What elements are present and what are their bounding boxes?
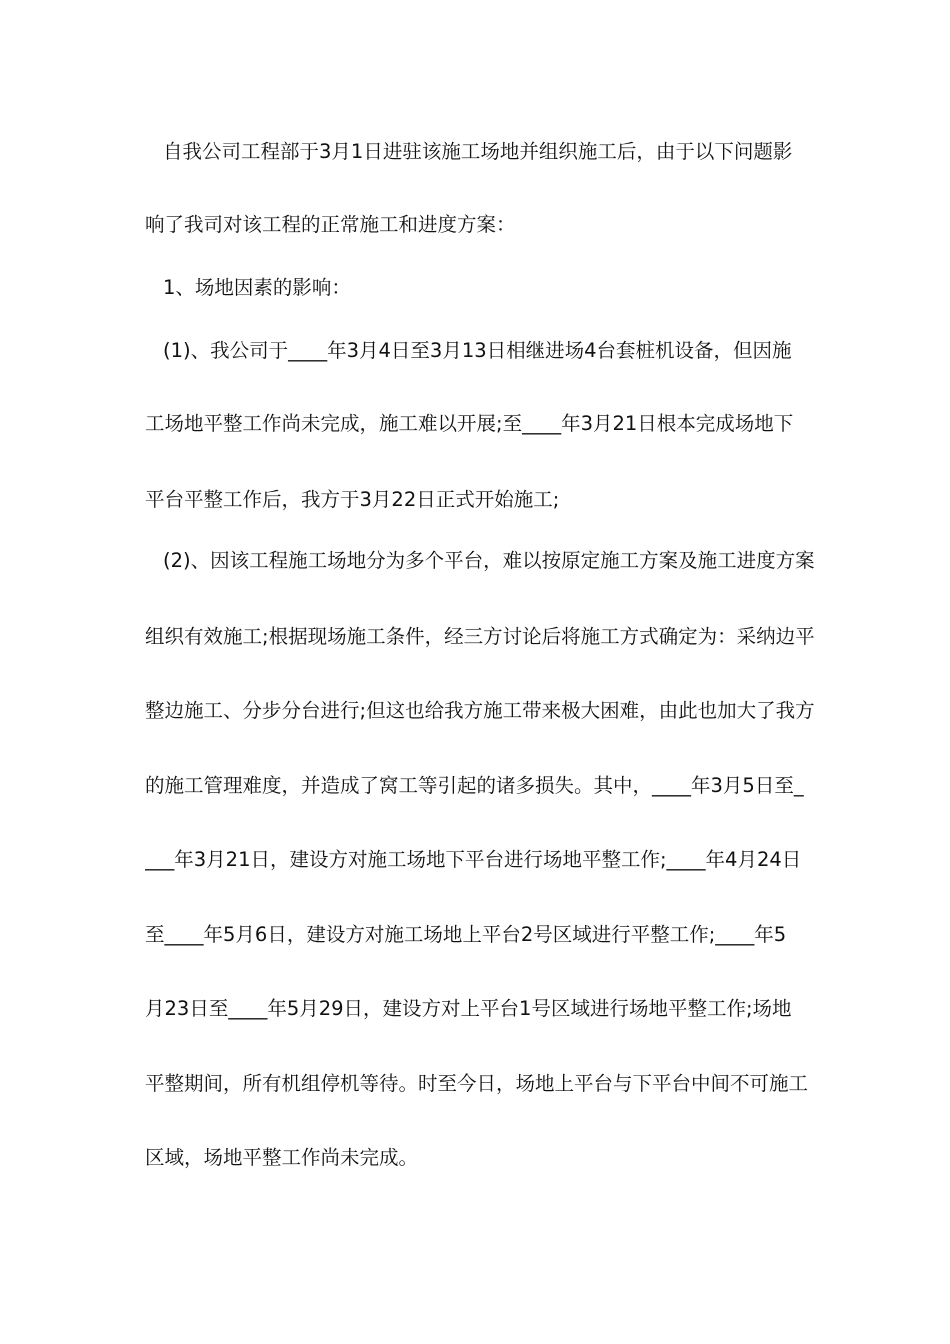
paragraph-intro-line-2: 响了我司对该工程的正常施工和进度方案： (145, 213, 516, 236)
item-1-line-3: 平台平整工作后，我方于3月22日正式开始施工; (145, 488, 560, 511)
section-heading-site-factors: 1、场地因素的影响： (163, 276, 351, 299)
item-2-line-4: 的施工管理难度，并造成了窝工等引起的诸多损失。其中，____年3月5日至_ (145, 774, 804, 797)
item-2-line-5: ___年3月21日，建设方对施工场地下平台进行场地平整工作;____年4月24日 (145, 848, 802, 871)
item-2-line-6: 至____年5月6日，建设方对施工场地上平台2号区域进行平整工作;____年5 (145, 923, 787, 946)
item-2-line-9: 区域，场地平整工作尚未完成。 (145, 1146, 419, 1169)
item-2-line-3: 整边施工、分步分台进行;但这也给我方施工带来极大困难，由此也加大了我方 (145, 699, 815, 722)
item-2-line-1: (2)、因该工程施工场地分为多个平台，难以按原定施工方案及施工进度方案 (163, 549, 815, 572)
paragraph-intro-line-1: 自我公司工程部于3月1日进驻该施工场地并组织施工后，由于以下问题影 (163, 140, 793, 163)
item-1-line-1: (1)、我公司于____年3月4日至3月13日相继进场4台套桩机设备，但因施 (163, 339, 792, 362)
item-2-line-2: 组织有效施工;根据现场施工条件，经三方讨论后将施工方式确定为：采纳边平 (145, 625, 815, 648)
item-1-line-2: 工场地平整工作尚未完成，施工难以开展;至____年3月21日根本完成场地下 (145, 412, 794, 435)
item-2-line-7: 月23日至____年5月29日，建设方对上平台1号区域进行场地平整工作;场地 (145, 997, 792, 1020)
item-2-line-8: 平整期间，所有机组停机等待。时至今日，场地上平台与下平台中间不可施工 (145, 1072, 809, 1095)
